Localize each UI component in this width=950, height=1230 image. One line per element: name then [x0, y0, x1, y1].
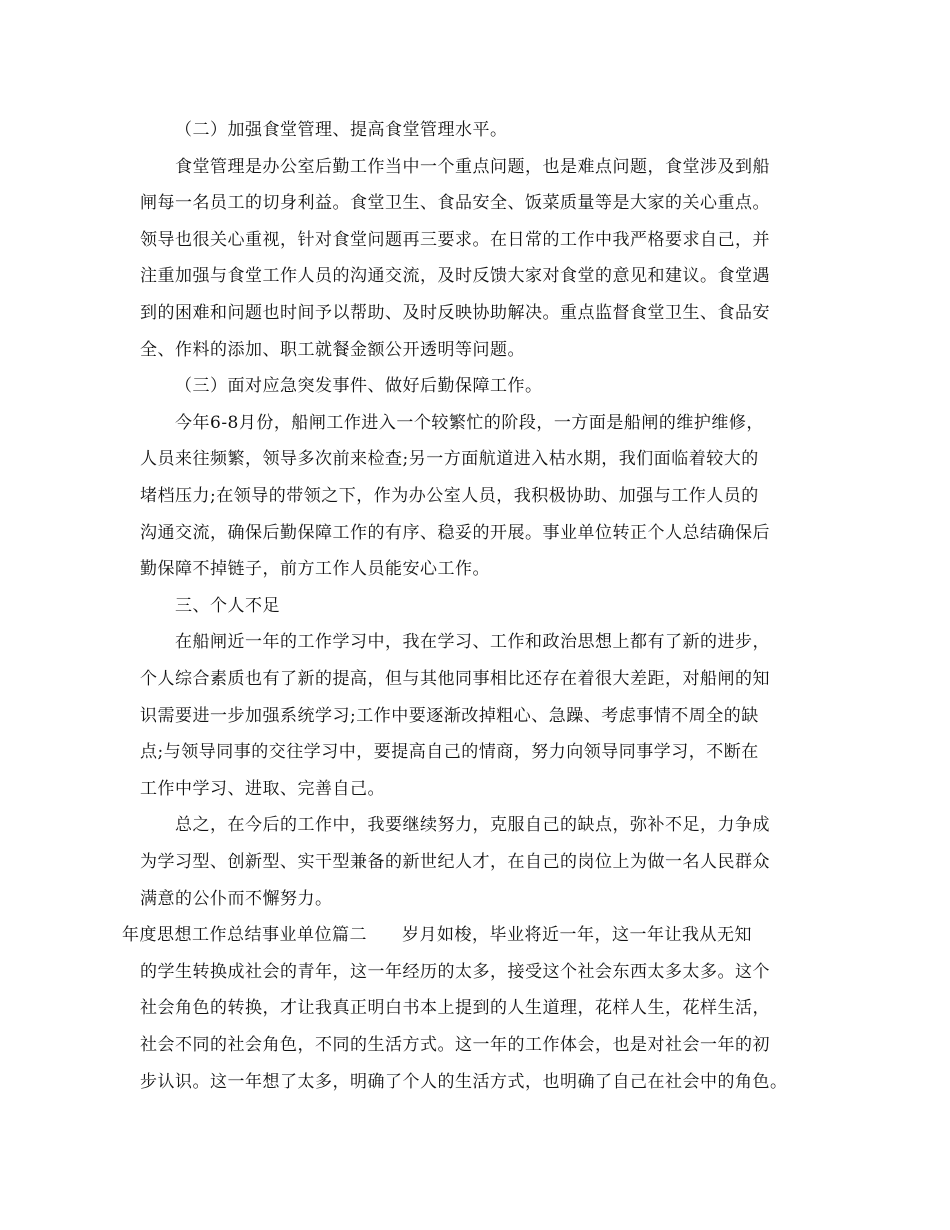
paragraph-line: 步认识。这一年想了太多，明确了个人的生活方式，也明确了自己在社会中的角色。 [140, 1071, 788, 1092]
paragraph-line: 堵档压力;在领导的带领之下，作为办公室人员，我积极协助、加强与工作人员的 [140, 486, 759, 506]
paragraph-line: 工作中学习、进取、完善自己。 [140, 778, 385, 799]
paragraph-line: 勤保障不掉链子，前方工作人员能安心工作。 [140, 559, 490, 580]
paragraph-line: 个人综合素质也有了新的提高，但与其他同事相比还存在着很大差距，对船闸的知 [140, 669, 770, 689]
paragraph-line: 沟通交流，确保后勤保障工作的有序、稳妥的开展。事业单位转正个人总结确保后 [140, 522, 770, 543]
paragraph-line: 社会不同的社会角色，不同的生活方式。这一年的工作体会，也是对社会一年的初 [140, 1035, 770, 1055]
paragraph-line: 满意的公仆而不懈努力。 [140, 888, 333, 909]
paragraph-line: 年度思想工作总结事业单位篇二 岁月如梭，毕业将近一年，这一年让我从无知 [122, 925, 752, 946]
paragraph-line: 识需要进一步加强系统学习;工作中要逐渐改掉粗心、急躁、考虑事情不周全的缺 [140, 705, 759, 726]
paragraph-line: 领导也很关心重视，针对食堂问题再三要求。在日常的工作中我严格要求自己，并 [140, 229, 770, 250]
paragraph-line: 闸每一名员工的切身利益。食堂卫生、食品安全、饭菜质量等是大家的关心重点。 [140, 193, 770, 214]
paragraph-first-line: （二）加强食堂管理、提高食堂管理水平。 [175, 120, 508, 140]
paragraph-line: 到的困难和问题也时间予以帮助、及时反映协助解决。重点监督食堂卫生、食品安 [140, 303, 770, 323]
paragraph-first-line: （三）面对应急突发事件、做好后勤保障工作。 [175, 376, 543, 397]
paragraph-first-line: 总之，在今后的工作中，我要继续努力，克服自己的缺点，弥补不足，力争成 [175, 815, 770, 836]
paragraph-line: 点;与领导同事的交往学习中，要提高自己的情商，努力向领导同事学习，不断在 [140, 742, 759, 763]
paragraph-line: 的学生转换成社会的青年，这一年经历的太多，接受这个社会东西太多太多。这个 [140, 961, 770, 982]
paragraph-line: 社会角色的转换，才让我真正明白书本上提到的人生道理，花样人生，花样生活， [140, 998, 770, 1019]
paragraph-first-line: 食堂管理是办公室后勤工作当中一个重点问题，也是难点问题，食堂涉及到船 [175, 156, 770, 177]
paragraph-line: 全、作料的添加、职工就餐金额公开透明等问题。 [140, 339, 525, 360]
paragraph-first-line: 三、个人不足 [175, 595, 280, 616]
paragraph-line: 为学习型、创新型、实干型兼备的新世纪人才，在自己的岗位上为做一名人民群众 [140, 852, 770, 872]
paragraph-line: 人员来往频繁，领导多次前来检查;另一方面航道进入枯水期，我们面临着较大的 [140, 449, 759, 470]
paragraph-first-line: 今年6-8月份，船闸工作进入一个较繁忙的阶段，一方面是船闸的维护维修， [175, 412, 764, 433]
paragraph-line: 注重加强与食堂工作人员的沟通交流，及时反馈大家对食堂的意见和建议。食堂遇 [140, 266, 770, 287]
paragraph-first-line: 在船闸近一年的工作学习中，我在学习、工作和政治思想上都有了新的进步， [175, 632, 770, 653]
